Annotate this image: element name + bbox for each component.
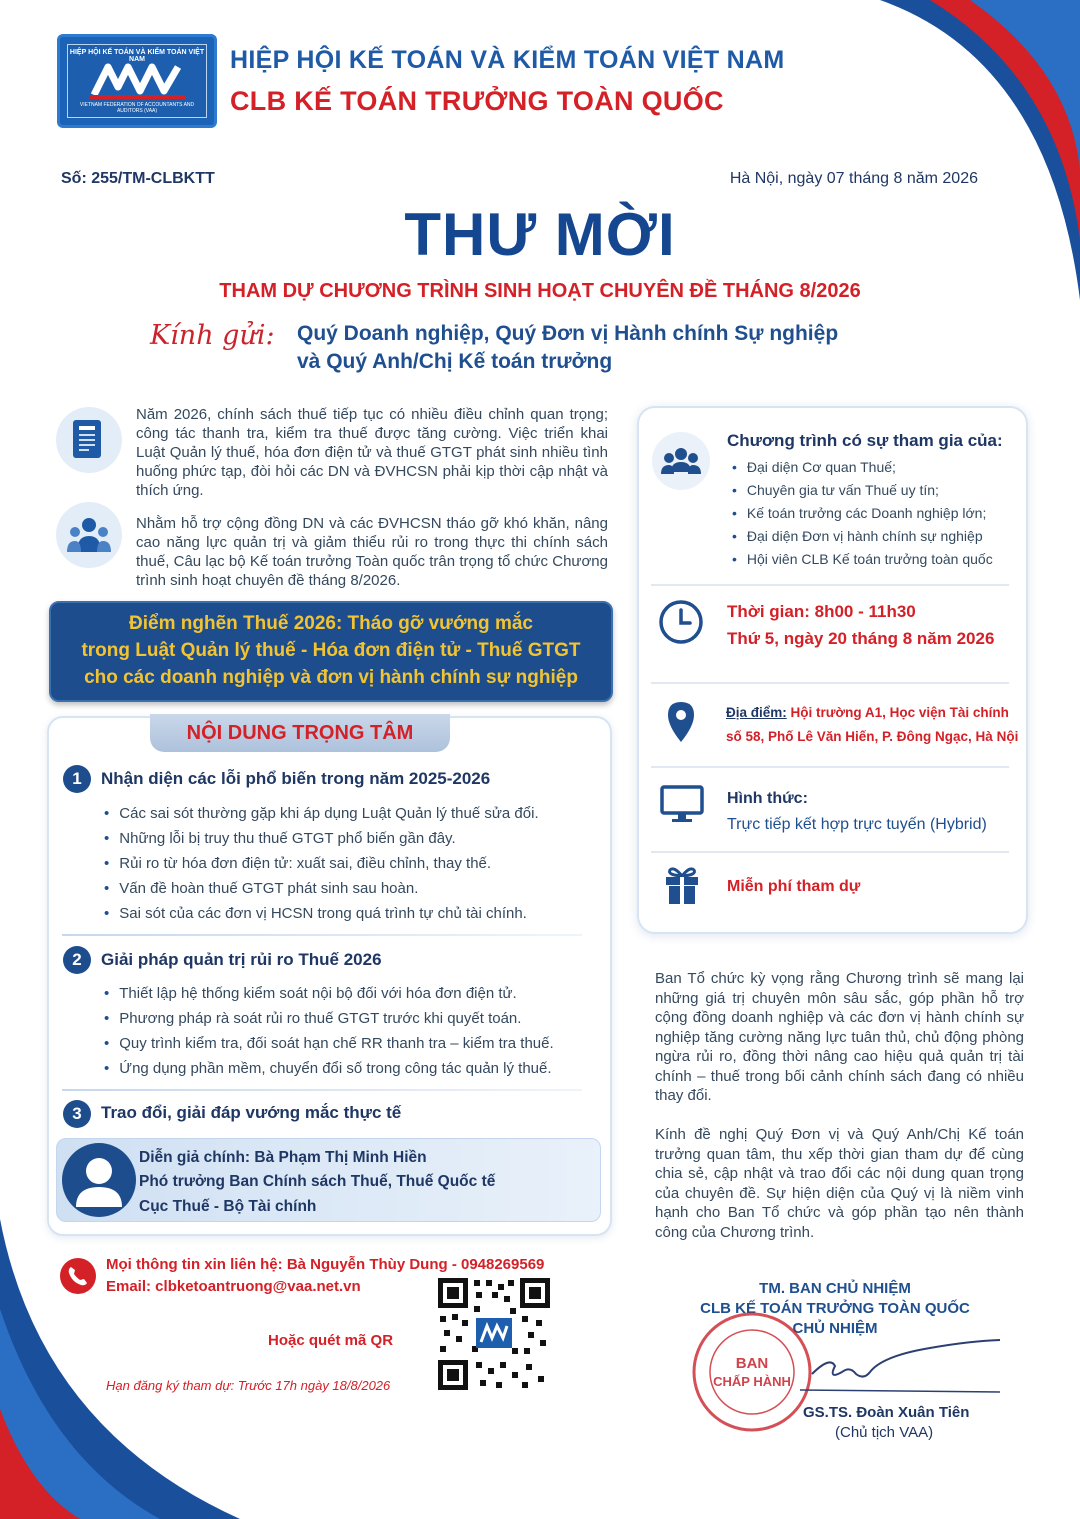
tax-document-icon (56, 407, 122, 473)
admission-fee: Miễn phí tham dự (727, 878, 861, 895)
location-label: Địa điểm: (726, 705, 787, 720)
clock-icon (657, 598, 705, 646)
signature-line-2: CLB KẾ TOÁN TRƯỞNG TOÀN QUỐC (700, 1300, 970, 1317)
section-number-1: 1 (63, 765, 91, 793)
intro-paragraph-1: Năm 2026, chính sách thuế tiếp tục có nhiều điều chỉnh quan trọng; công tác thanh tra, kiểm tra thuế được tăng cường. Việc triển khai Luật Quản lý thuế, hóa đơn điện tử và thuế GTGT phát sinh nhiều tình huống phức tạp, đòi hỏi các DN và ĐVHCSN phải kịp thời cập nhật và thích ứng. (136, 406, 608, 499)
list-item: • Hội viên CLB Kế toán trưởng toàn quốc (732, 548, 993, 571)
svg-text:BAN: BAN (735, 1355, 769, 1372)
recipient-line-1: Quý Doanh nghiệp, Quý Đơn vị Hành chính Sự nghiệp (297, 322, 839, 345)
location-venue: Hội trường A1, Học viện Tài chính (790, 705, 1009, 720)
section-title-3: Trao đổi, giải đáp vướng mắc thực tế (101, 1103, 402, 1122)
list-item: • Quy trình kiểm tra, đối soát hạn chế RR thanh tra – kiểm tra thuế. (104, 1031, 554, 1056)
svg-text:CHẤP HÀNH: CHẤP HÀNH (713, 1374, 791, 1389)
registration-qr-code[interactable] (436, 1276, 552, 1392)
document-number: Số: 255/TM-CLBKTT (61, 170, 215, 187)
list-item: • Vấn đề hoàn thuế GTGT phát sinh sau hoàn. (104, 876, 539, 901)
format-value: Trực tiếp kết hợp trực tuyến (Hybrid) (727, 816, 987, 833)
list-item: • Đại diện Cơ quan Thuế; (732, 456, 993, 479)
list-item: • Phương pháp rà soát rủi ro thuế GTGT trước khi quyết toán. (104, 1006, 554, 1031)
qr-label: Hoặc quét mã QR (268, 1332, 394, 1349)
event-date: Thứ 5, ngày 20 tháng 8 năm 2026 (727, 629, 995, 648)
greeting-label: Kính gửi: (150, 320, 275, 351)
list-item: • Thiết lập hệ thống kiểm soát nội bộ đối với hóa đơn điện tử. (104, 981, 554, 1006)
list-item: • Các sai sót thường gặp khi áp dụng Luật Quản lý thuế sửa đổi. (104, 801, 539, 826)
section-number-3: 3 (63, 1100, 91, 1128)
signer-title: (Chủ tịch VAA) (835, 1424, 934, 1441)
banner-line-3: cho các doanh nghiệp và đơn vị hành chính sự nghiệp (84, 667, 578, 688)
recipient-line-2: và Quý Anh/Chị Kế toán trưởng (297, 350, 613, 373)
key-content-heading: NỘI DUNG TRỌNG TÂM (186, 722, 414, 744)
participants-title: Chương trình có sự tham gia của: (727, 431, 1003, 450)
monitor-icon (660, 785, 704, 825)
vaa-logo (57, 34, 217, 128)
event-location-line-1 (726, 705, 1009, 720)
invitation-title: THƯ MỜI (404, 201, 676, 268)
list-item: • Ứng dụng phần mềm, chuyển đổi số trong công tác quản lý thuế. (104, 1056, 554, 1081)
document-date: Hà Nội, ngày 07 tháng 8 năm 2026 (729, 170, 978, 187)
contact-email[interactable]: Email: clbketoantruong@vaa.net.vn (106, 1278, 361, 1295)
section-2-list (104, 981, 554, 1081)
closing-paragraph-2: Kính đề nghị Quý Đơn vị và Quý Anh/Chị Kế toán trưởng quan tâm, thu xếp thời gian tham dự để cùng chia sẻ, cập nhật và trao đổi các nội dung quan trọng của chuyên đề. Sự hiện diện của Quý vị là niềm vinh hạnh cho Ban Tổ chức và góp phần tạo nên thành công của Chương trình. (655, 1126, 1024, 1241)
speaker-organization: Cục Thuế - Bộ Tài chính (139, 1198, 317, 1215)
card-divider (651, 682, 1009, 684)
section-title-2: Giải pháp quản trị rủi ro Thuế 2026 (101, 950, 382, 969)
section-1-list (104, 801, 539, 926)
contact-phone: Mọi thông tin xin liên hệ: Bà Nguyễn Thùy Dung - 0948269569 (106, 1256, 545, 1273)
invitation-subtitle: THAM DỰ CHƯƠNG TRÌNH SINH HOẠT CHUYÊN ĐỀ THÁNG 8/2026 (219, 280, 861, 302)
section-divider (62, 934, 582, 936)
location-pin-icon (666, 700, 696, 744)
club-name: CLB KẾ TOÁN TRƯỞNG TOÀN QUỐC (230, 86, 724, 116)
format-label: Hình thức: (727, 790, 808, 807)
event-time: Thời gian: 8h00 - 11h30 (727, 602, 916, 621)
banner-line-1: Điểm nghẽn Thuế 2026: Tháo gỡ vướng mắc (129, 613, 533, 634)
banner-line-2: trong Luật Quản lý thuế - Hóa đơn điện tử - Thuế GTGT (81, 640, 581, 661)
group-people-icon (56, 502, 122, 568)
registration-deadline: Hạn đăng ký tham dự: Trước 17h ngày 18/8/2026 (106, 1378, 391, 1393)
speaker-avatar (62, 1143, 136, 1217)
intro-paragraph-2: Nhằm hỗ trợ cộng đồng DN và các ĐVHCSN tháo gỡ khó khăn, nâng cao năng lực quản trị và giảm thiểu rủi ro trong thực thi chính sách thuế, Câu lạc bộ Kế toán trưởng Toàn quốc trân trọng tổ chức Chương trình sinh hoạt chuyên đề tháng 8/2026. (136, 515, 608, 589)
section-number-2: 2 (63, 946, 91, 974)
speaker-position: Phó trưởng Ban Chính sách Thuế, Thuế Quốc tế (139, 1173, 496, 1190)
phone-icon (60, 1258, 96, 1294)
topic-banner (49, 601, 613, 702)
signer-name: GS.TS. Đoàn Xuân Tiên (803, 1404, 970, 1421)
list-item: • Sai sót của các đơn vị HCSN trong quá trình tự chủ tài chính. (104, 901, 539, 926)
card-divider (651, 766, 1009, 768)
org-name: HIỆP HỘI KẾ TOÁN VÀ KIỂM TOÁN VIỆT NAM (230, 46, 785, 74)
signature-line-1: TM. BAN CHỦ NHIỆM (759, 1280, 911, 1297)
list-item: • Đại diện Đơn vị hành chính sự nghiệp (732, 525, 993, 548)
signature-stroke (790, 1336, 1005, 1396)
vaa-mark-icon (90, 61, 186, 101)
list-item: • Những lỗi bị truy thu thuế GTGT phổ biến gần đây. (104, 826, 539, 851)
card-divider (651, 851, 1009, 853)
participants-icon (652, 432, 710, 490)
card-divider (651, 584, 1009, 586)
gift-icon (664, 866, 700, 906)
participants-list (732, 456, 993, 571)
logo-bottom-text: VIETNAM FEDERATION OF ACCOUNTANTS AND AUDITORS (VAA) (79, 102, 195, 114)
list-item: • Chuyên gia tư vấn Thuế uy tín; (732, 479, 993, 502)
section-divider (62, 1089, 582, 1091)
logo-top-text: HIỆP HỘI KẾ TOÁN VÀ KIỂM TOÁN VIỆT NAM (69, 49, 205, 63)
list-item: • Kế toán trưởng các Doanh nghiệp lớn; (732, 502, 993, 525)
person-icon (62, 1143, 136, 1217)
closing-paragraph-1: Ban Tổ chức kỳ vọng rằng Chương trình sẽ mang lại những giá trị chuyên môn sâu sắc, góp phần hỗ trợ cộng đồng doanh nghiệp và các đơn vị hành chính sự nghiệp tăng cường năng lực tuân thủ, chủ động phòng ngừa rủi ro, đồng thời nâng cao hiệu quả quản trị tài chính – thuế trong bối cảnh chính sách đang có nhiều thay đổi. (655, 970, 1024, 1104)
event-location-line-2: số 58, Phố Lê Văn Hiến, P. Đông Ngạc, Hà Nội (726, 729, 1019, 744)
section-title-1: Nhận diện các lỗi phổ biến trong năm 2025-2026 (101, 769, 491, 788)
speaker-name: Diễn giả chính: Bà Phạm Thị Minh Hiền (139, 1149, 427, 1166)
signature-line-3: CHỦ NHIỆM (792, 1320, 878, 1337)
list-item: • Rủi ro từ hóa đơn điện tử: xuất sai, điều chỉnh, thay thế. (104, 851, 539, 876)
